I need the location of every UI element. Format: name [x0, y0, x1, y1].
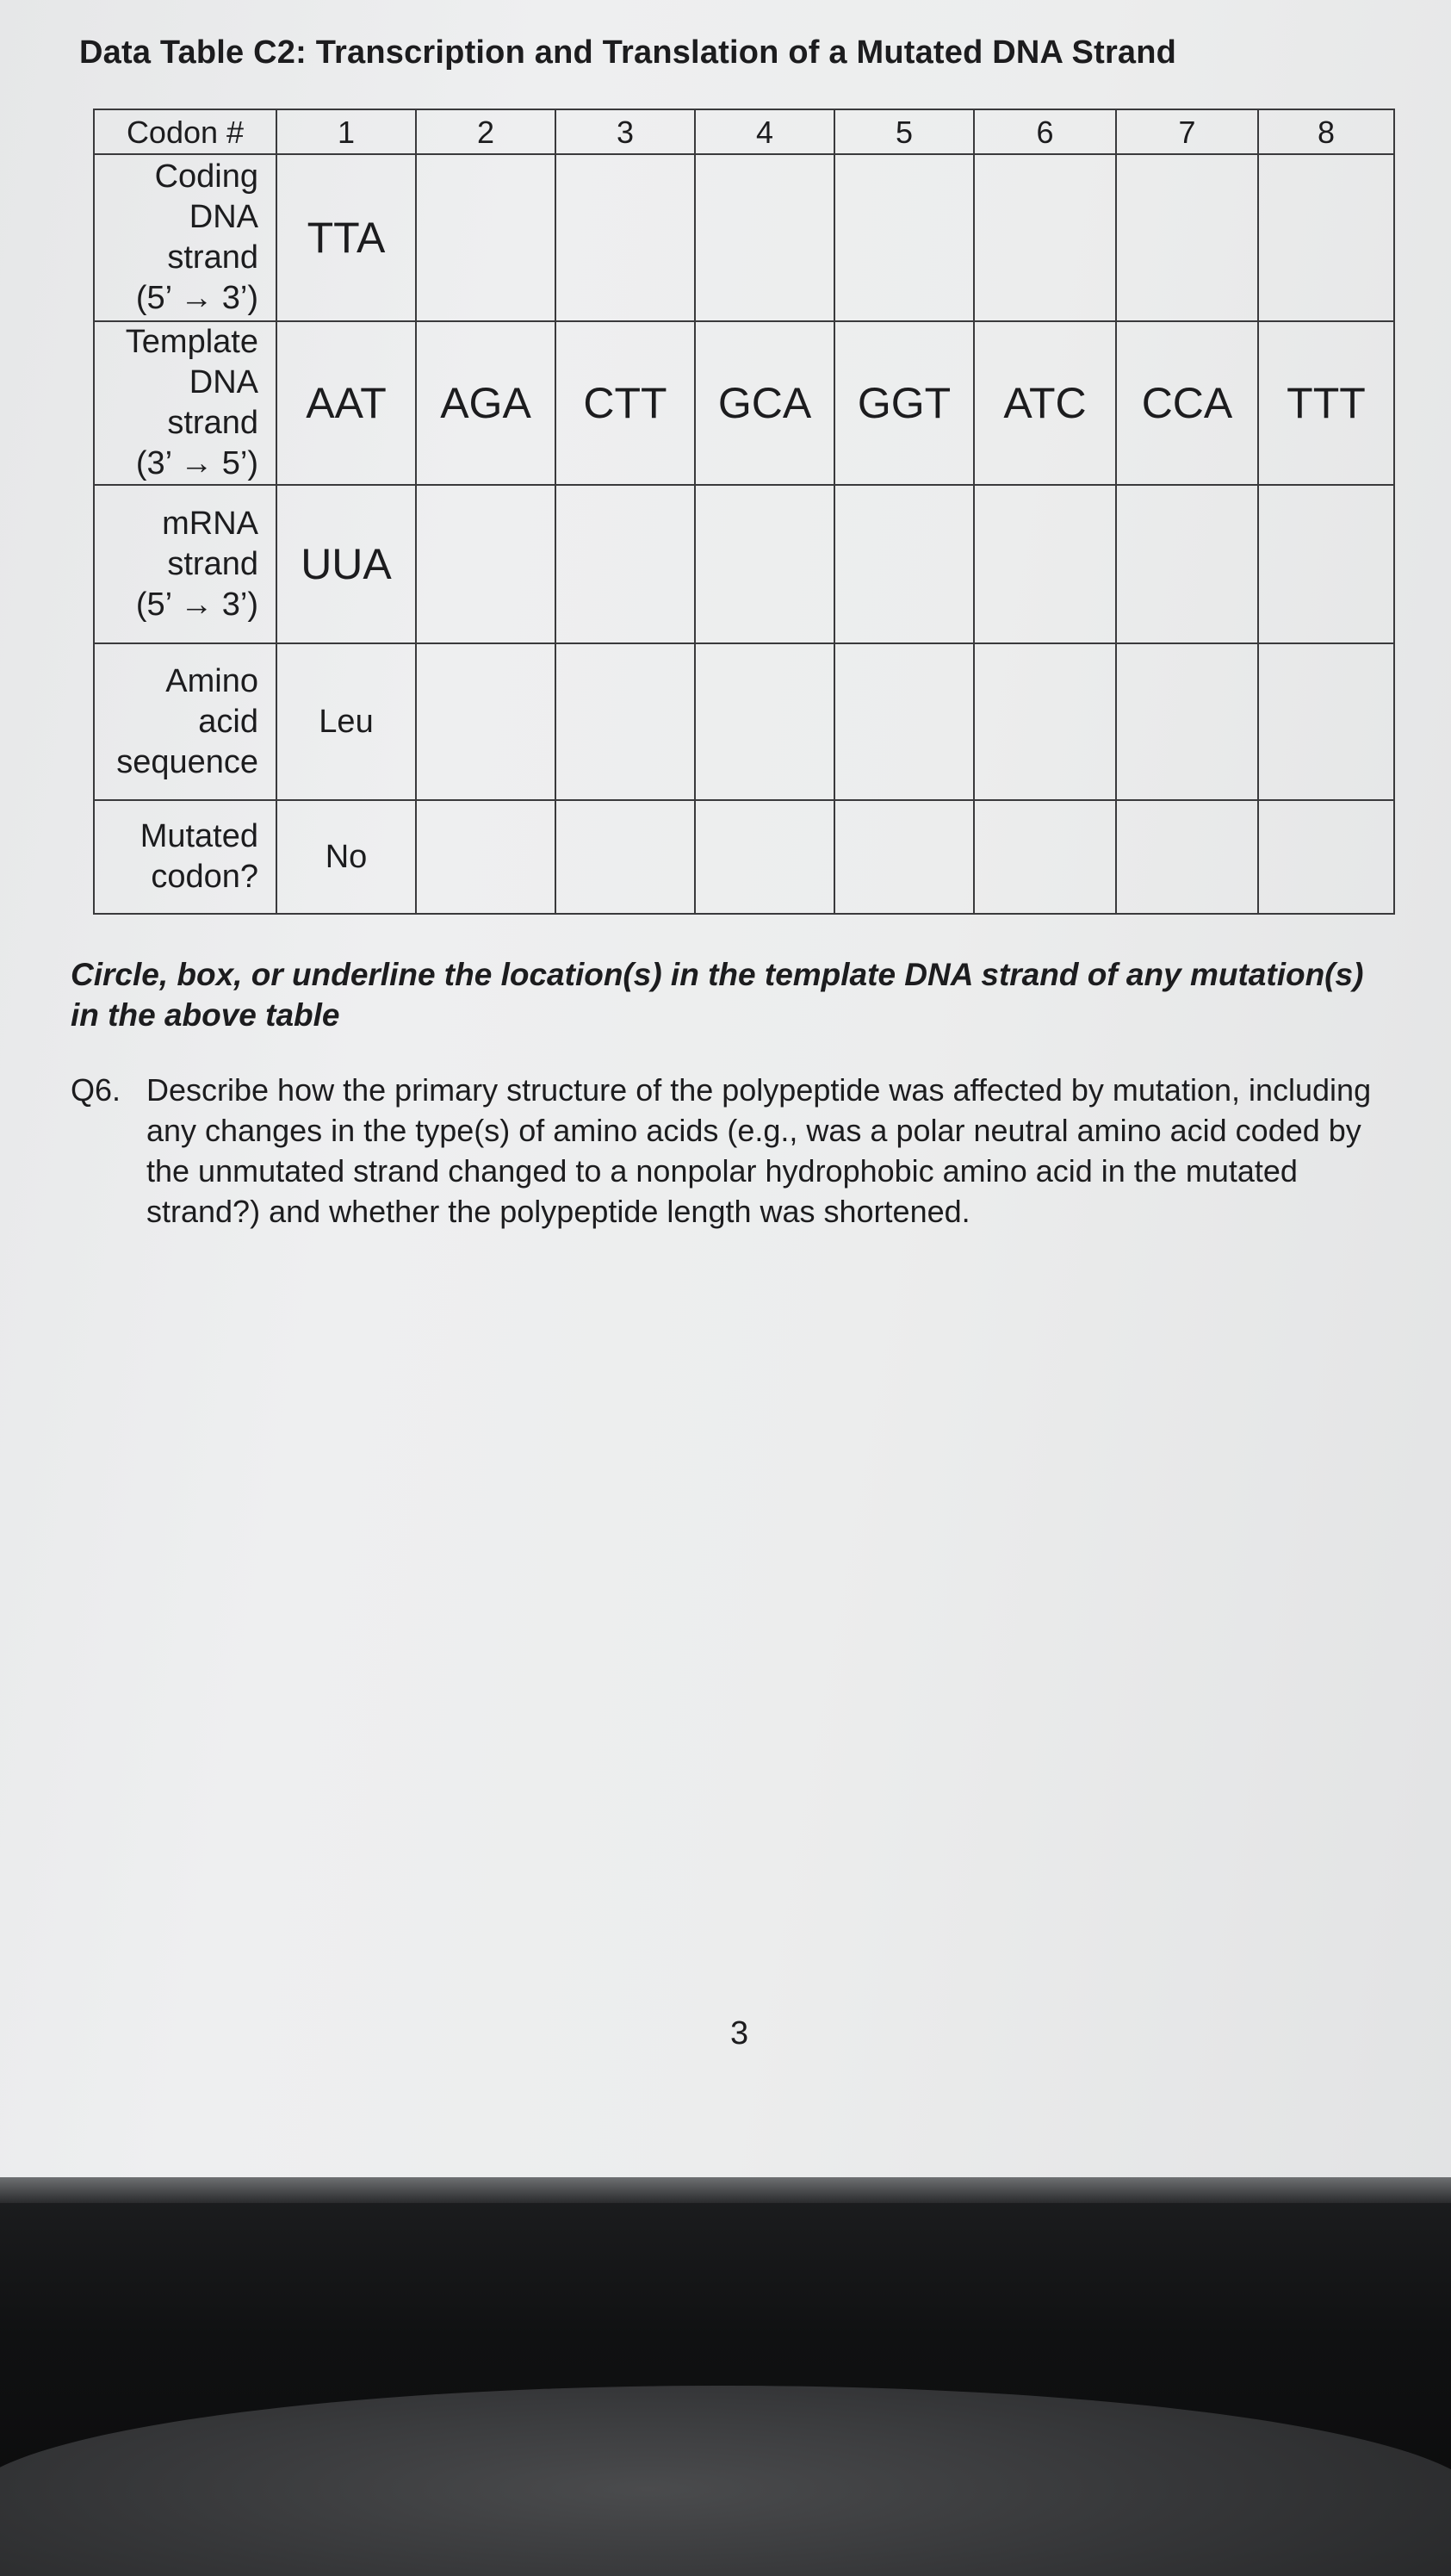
table-cell[interactable] — [834, 485, 974, 643]
codon-number: 8 — [1258, 109, 1394, 154]
table-cell[interactable] — [974, 643, 1116, 800]
table-cell: CCA — [1116, 321, 1258, 485]
table-cell[interactable] — [695, 643, 834, 800]
table-cell[interactable] — [834, 154, 974, 321]
codon-number: 1 — [276, 109, 416, 154]
table-cell[interactable] — [1258, 643, 1394, 800]
table-cell[interactable] — [834, 800, 974, 914]
question-text: Describe how the primary structure of the polypeptide was affected by mutation, including any changes in the type(s) of amino acids (e.g., was a polar neutral amino acid coded by the unmutated strand changed to a nonpolar hydrophobic amino acid in the mutated strand?) and whether the polypeptide length was shortened. — [146, 1072, 1372, 1229]
amino-acid-row — [94, 643, 1394, 800]
table-cell: UUA — [276, 485, 416, 643]
table-cell: No — [276, 800, 416, 914]
codon-number: 3 — [555, 109, 695, 154]
table-cell: GCA — [695, 321, 834, 485]
question-q6 — [71, 1070, 1388, 1232]
page-title: Data Table C2: Transcription and Translation of a Mutated DNA Strand — [79, 34, 1177, 71]
table-cell[interactable] — [1258, 800, 1394, 914]
table-cell[interactable] — [1116, 800, 1258, 914]
mrna-row — [94, 485, 1394, 643]
table-cell: AGA — [416, 321, 555, 485]
table-cell: TTT — [1258, 321, 1394, 485]
table-cell[interactable] — [555, 485, 695, 643]
table-cell[interactable] — [974, 485, 1116, 643]
table-cell[interactable] — [416, 800, 555, 914]
table-cell[interactable] — [1116, 485, 1258, 643]
template-dna-row — [94, 321, 1394, 485]
table-cell[interactable] — [974, 154, 1116, 321]
codon-number: 4 — [695, 109, 834, 154]
table-cell[interactable] — [555, 154, 695, 321]
row-label: Template DNA strand (3’ → 5’) — [94, 321, 276, 485]
codon-number: 2 — [416, 109, 555, 154]
table-cell[interactable] — [1258, 485, 1394, 643]
table-cell[interactable] — [695, 800, 834, 914]
page-number: 3 — [730, 2015, 749, 2051]
table-cell[interactable] — [974, 800, 1116, 914]
table-cell[interactable] — [555, 800, 695, 914]
mutated-codon-row — [94, 800, 1394, 914]
row-label: mRNA strand (5’ → 3’) — [94, 485, 276, 643]
codon-number: 6 — [974, 109, 1116, 154]
table-cell: ATC — [974, 321, 1116, 485]
header-label: Codon # — [94, 109, 276, 154]
codon-number: 7 — [1116, 109, 1258, 154]
header-row — [94, 109, 1394, 154]
row-label: Amino acid sequence — [94, 643, 276, 800]
codon-number: 5 — [834, 109, 974, 154]
row-label: Mutated codon? — [94, 800, 276, 914]
table-cell: Leu — [276, 643, 416, 800]
table-cell[interactable] — [695, 154, 834, 321]
instruction-text: Circle, box, or underline the location(s) in the template DNA strand of any mutation(s) in the above table — [71, 957, 1364, 1033]
table-cell: GGT — [834, 321, 974, 485]
table-cell[interactable] — [416, 485, 555, 643]
bezel-edge — [0, 2177, 1451, 2203]
table-cell[interactable] — [1116, 154, 1258, 321]
table-cell: CTT — [555, 321, 695, 485]
table-cell: TTA — [276, 154, 416, 321]
row-label: Coding DNA strand (5’ → 3’) — [94, 154, 276, 321]
table-cell[interactable] — [416, 643, 555, 800]
table-cell[interactable] — [695, 485, 834, 643]
table-cell: AAT — [276, 321, 416, 485]
table-cell[interactable] — [416, 154, 555, 321]
question-number: Q6. — [71, 1072, 121, 1108]
table-cell[interactable] — [1116, 643, 1258, 800]
data-table — [93, 109, 1395, 915]
coding-dna-row — [94, 154, 1394, 321]
table-cell[interactable] — [555, 643, 695, 800]
table-cell[interactable] — [1258, 154, 1394, 321]
table-cell[interactable] — [834, 643, 974, 800]
